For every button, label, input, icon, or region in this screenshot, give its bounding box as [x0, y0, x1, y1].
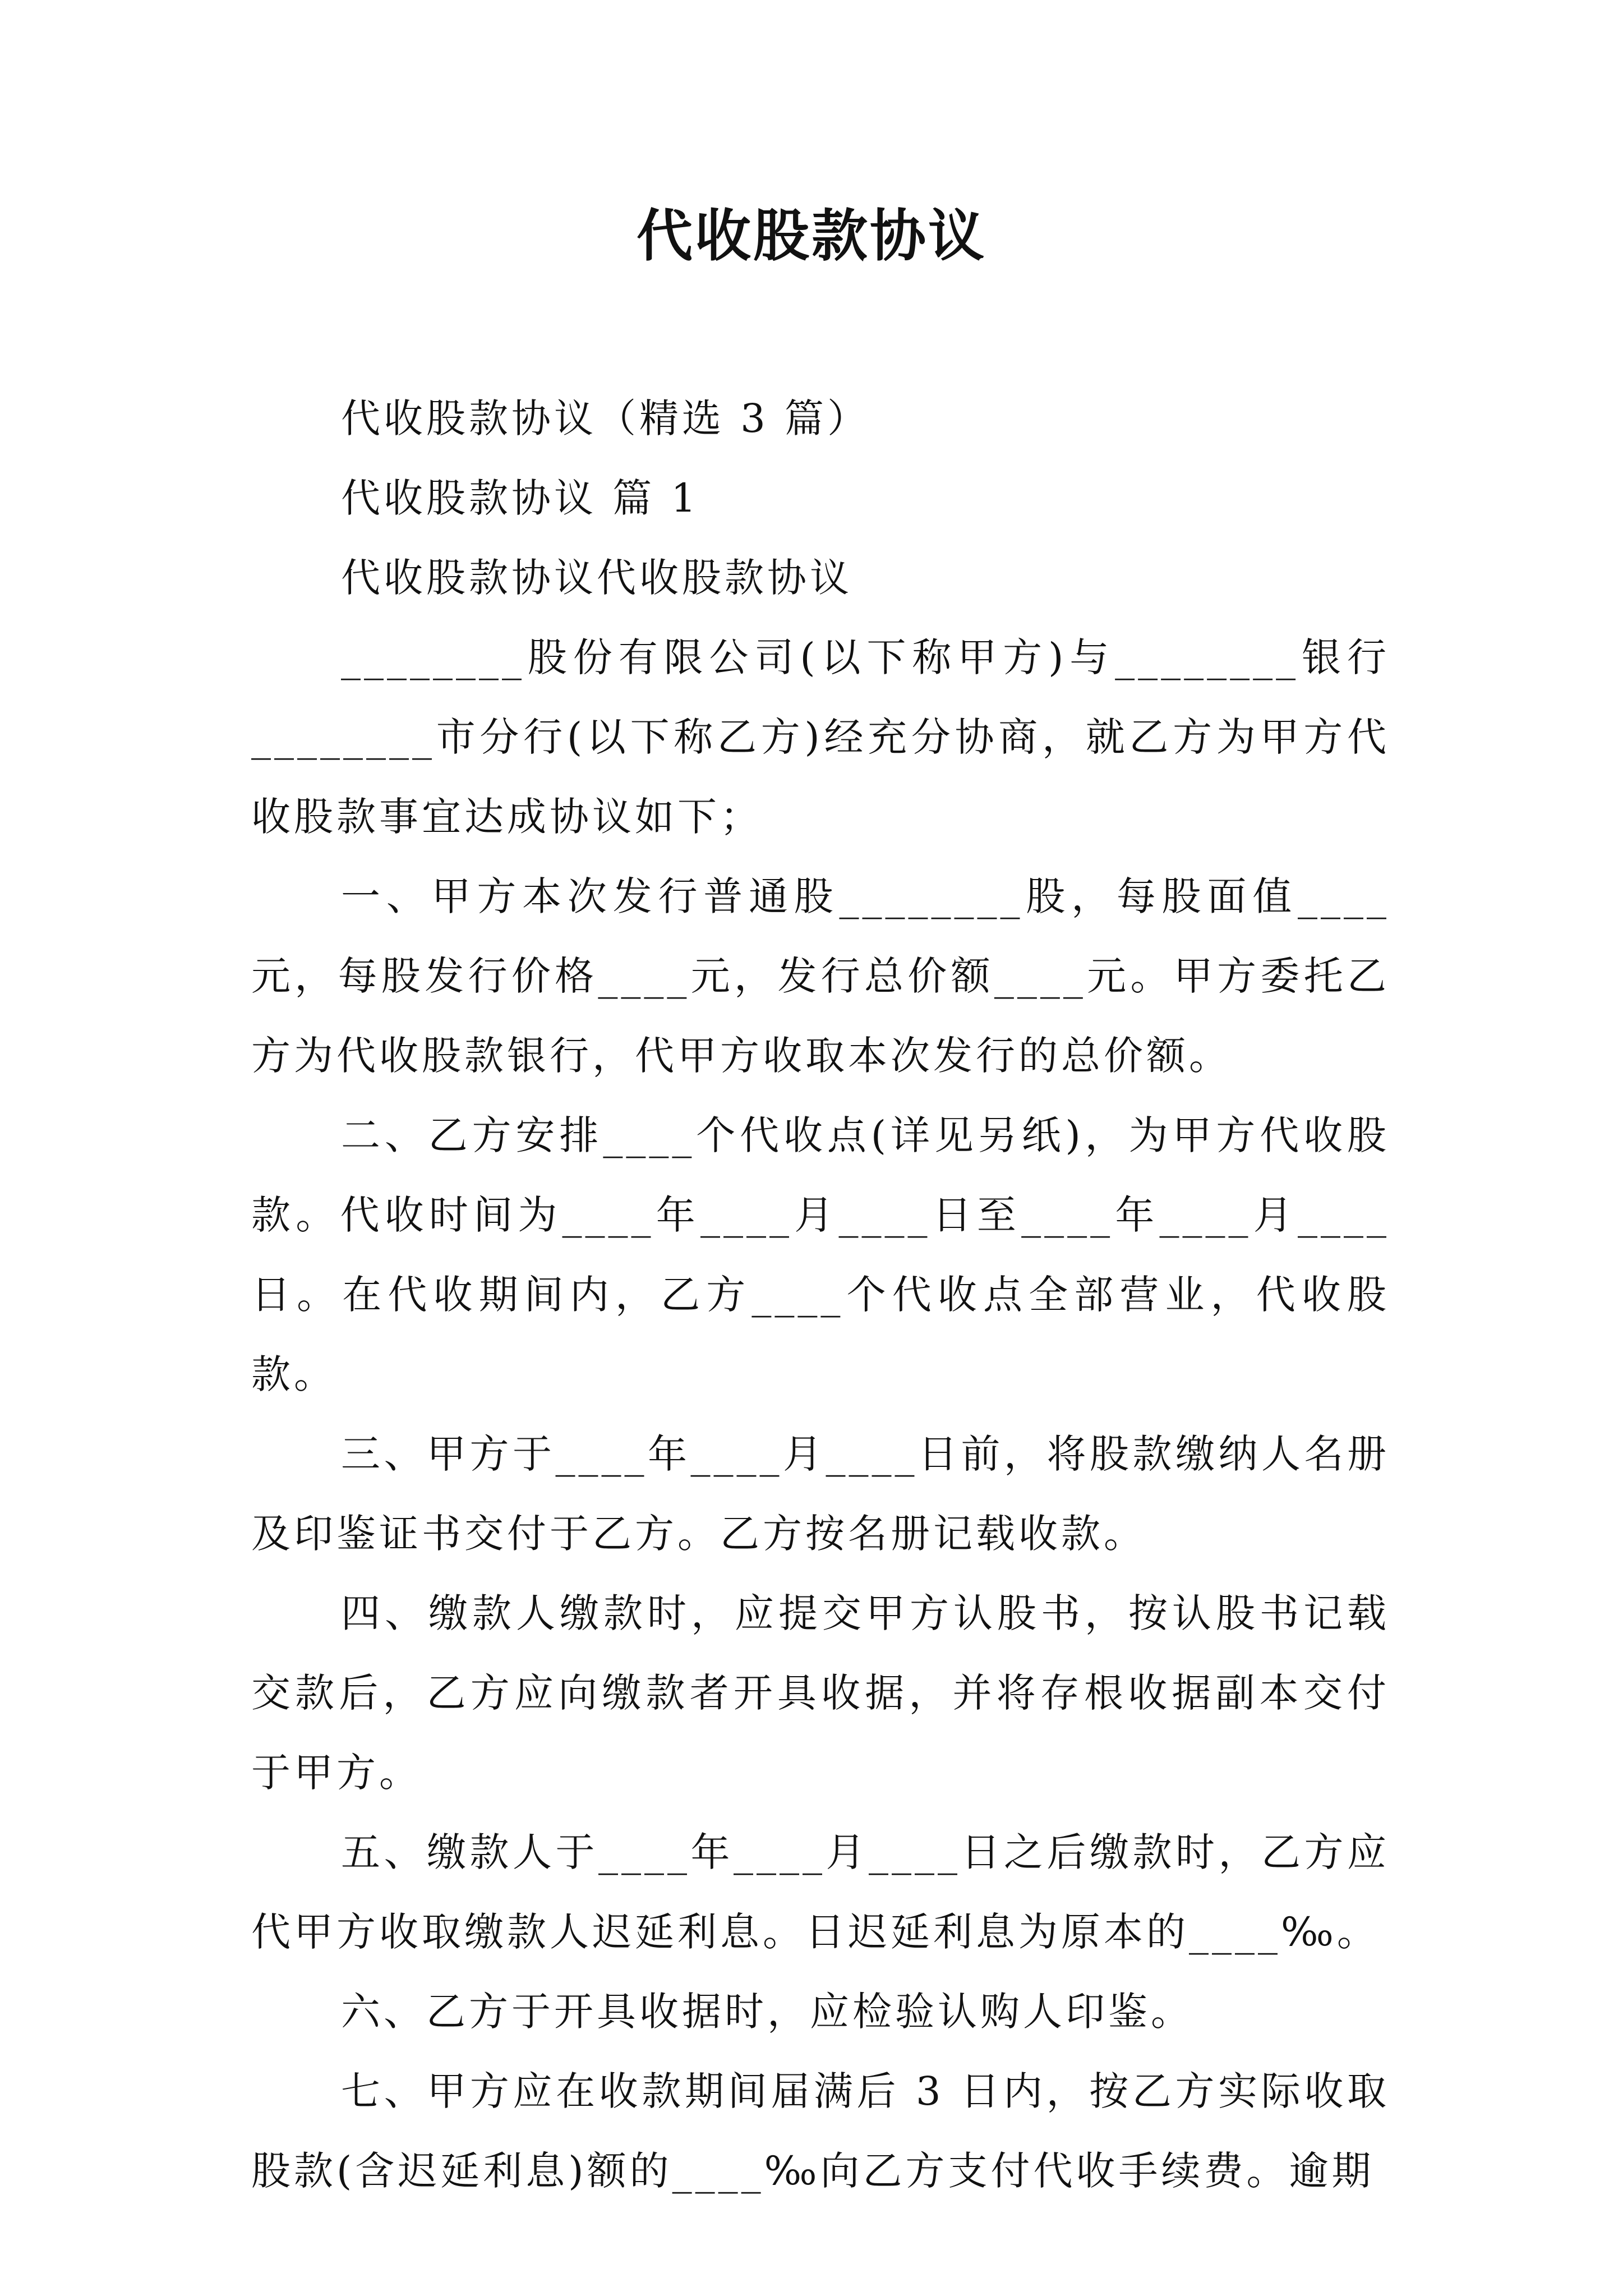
- paragraph-collection-title: 代收股款协议（精选 3 篇）: [341, 395, 870, 441]
- document-title: 代收股款协议: [637, 203, 986, 269]
- paragraph-clause-1: 一、甲方本次发行普通股________股，每股面值____元，每股发行价格____元，发行总价额____元。甲方委托乙方为代收股款银行，代甲方收取本次发行的总价额。: [251, 873, 1390, 1079]
- paragraph-clause-7: 七、甲方应在收款期间届满后 3 日内，按乙方实际收取股款(含迟延利息)额的____‰向乙方支付代收手续费。逾期: [251, 2068, 1390, 2194]
- document-body: [251, 379, 1390, 2211]
- paragraph-section-heading: 代收股款协议 篇 1: [341, 475, 700, 521]
- paragraph-clause-2: 二、乙方安排____个代收点(详见另纸)，为甲方代收股款。代收时间为____年____月____日至____年____月____日。在代收期间内，乙方____个代收点全部营业，代收股款。: [251, 1112, 1390, 1397]
- paragraph-agreement-name: 代收股款协议代收股款协议: [341, 555, 852, 601]
- paragraph-parties: ________股份有限公司(以下称甲方)与________银行________市分行(以下称乙方)经充分协商，就乙方为甲方代收股款事宜达成协议如下；: [251, 634, 1390, 840]
- paragraph-clause-5: 五、缴款人于____年____月____日之后缴款时，乙方应代甲方收取缴款人迟延利息。日迟延利息为原本的____‰。: [251, 1829, 1390, 1955]
- paragraph-clause-3: 三、甲方于____年____月____日前，将股款缴纳人名册及印鉴证书交付于乙方。乙方按名册记载收款。: [251, 1431, 1390, 1557]
- paragraph-clause-6: 六、乙方于开具收据时，应检验认购人印鉴。: [341, 1989, 1193, 2035]
- paragraph-clause-4: 四、缴款人缴款时，应提交甲方认股书，按认股书记载交款后，乙方应向缴款者开具收据，并将存根收据副本交付于甲方。: [251, 1590, 1390, 1796]
